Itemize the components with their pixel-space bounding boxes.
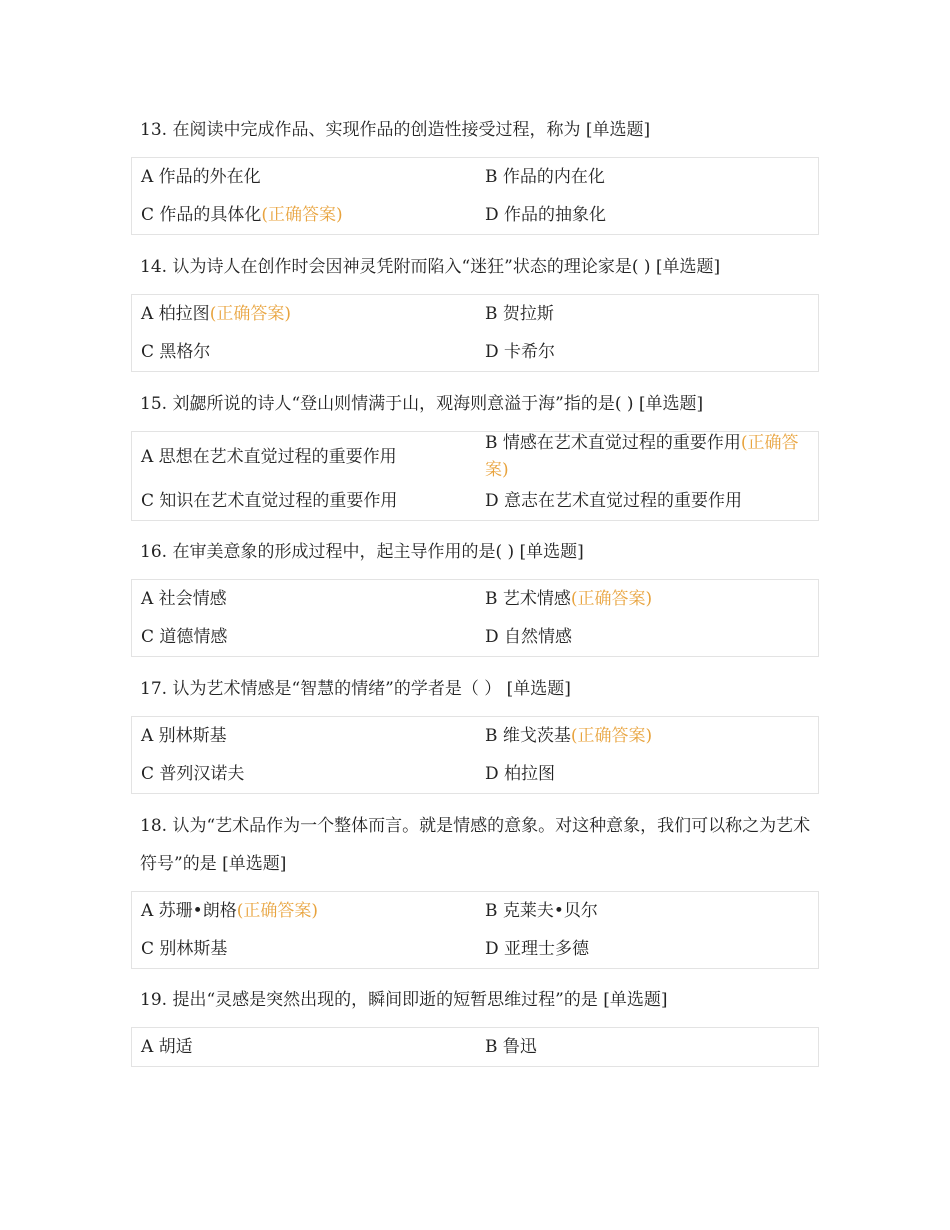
correct-answer-tag: (正确答案) — [570, 725, 653, 746]
question-17 — [131, 670, 819, 794]
option-c — [132, 333, 476, 371]
option-b — [476, 295, 820, 333]
option-a — [132, 580, 476, 618]
option-text: D 作品的抽象化 — [485, 204, 607, 225]
question-15 — [131, 385, 819, 521]
correct-answer-tag: (正确答案) — [261, 204, 343, 225]
option-text: C 知识在艺术直觉过程的重要作用 — [141, 490, 398, 511]
option-d — [476, 482, 820, 520]
option-text: A 社会情感 — [141, 588, 227, 609]
question-stem: 14. 认为诗人在创作时会因神灵凭附而陷入“迷狂”状态的理论家是( ) [单选题] — [140, 257, 721, 277]
option-text: C 作品的具体化 — [141, 204, 262, 225]
option-c — [132, 618, 476, 656]
option-text: B 维戈茨基 — [485, 725, 571, 746]
correct-answer-tag: (正确答案) — [236, 900, 318, 921]
option-text: A 思想在艺术直觉过程的重要作用 — [141, 446, 397, 467]
option-d — [476, 618, 820, 656]
option-c — [132, 755, 476, 793]
option-text: B 情感在艺术直觉过程的重要作用 — [485, 433, 741, 453]
question-stem: 13. 在阅读中完成作品、实现作品的创造性接受过程，称为 [单选题] — [140, 120, 651, 140]
option-text: C 道德情感 — [141, 626, 228, 647]
question-16 — [131, 533, 819, 657]
option-text: C 别林斯基 — [141, 938, 228, 959]
option-d — [476, 930, 820, 968]
option-text: A 胡适 — [141, 1036, 193, 1057]
options-table — [131, 716, 819, 794]
option-c — [132, 930, 476, 968]
options-table — [131, 157, 819, 235]
question-stem: 17. 认为艺术情感是“智慧的情绪”的学者是（ ） [单选题] — [140, 679, 571, 699]
option-text: D 柏拉图 — [485, 763, 556, 784]
question-13 — [131, 111, 819, 235]
option-text: A 柏拉图 — [141, 303, 210, 324]
option-a — [132, 1028, 476, 1066]
correct-answer-tag: (正确答案) — [570, 588, 653, 609]
option-text: B 作品的内在化 — [485, 166, 605, 187]
option-b — [476, 717, 820, 755]
option-a — [132, 158, 476, 196]
option-text: A 作品的外在化 — [141, 166, 261, 187]
option-text: A 苏珊•朗格 — [141, 900, 237, 921]
correct-answer-tag: (正确答案) — [485, 433, 799, 480]
option-text: B 贺拉斯 — [485, 303, 554, 324]
option-a — [132, 432, 476, 482]
option-text: C 黑格尔 — [141, 341, 211, 362]
option-text: C 普列汉诺夫 — [141, 763, 245, 784]
option-b — [476, 1028, 820, 1066]
question-stem: 19. 提出“灵感是突然出现的，瞬间即逝的短暂思维过程”的是 [单选题] — [140, 990, 668, 1010]
option-a — [132, 295, 476, 333]
options-table — [131, 294, 819, 372]
options-table — [131, 431, 819, 521]
option-text: B 克莱夫•贝尔 — [485, 900, 598, 921]
question-14 — [131, 248, 819, 372]
option-a — [132, 892, 476, 930]
correct-answer-tag: (正确答案) — [209, 303, 291, 324]
option-text: D 自然情感 — [485, 626, 573, 647]
option-d — [476, 196, 820, 234]
option-text: D 卡希尔 — [485, 341, 556, 362]
option-d — [476, 755, 820, 793]
option-b — [476, 892, 820, 930]
question-stem: 16. 在审美意象的形成过程中，起主导作用的是( ) [单选题] — [140, 542, 584, 562]
option-text: A 别林斯基 — [141, 725, 227, 746]
question-18 — [131, 807, 819, 969]
option-text: D 亚理士多德 — [485, 938, 590, 959]
question-stem: 15. 刘勰所说的诗人“登山则情满于山，观海则意溢于海”指的是( ) [单选题] — [140, 394, 704, 414]
option-text: D 意志在艺术直觉过程的重要作用 — [485, 490, 743, 511]
option-text: B 艺术情感 — [485, 588, 571, 609]
option-b — [476, 158, 820, 196]
option-a — [132, 717, 476, 755]
options-table — [131, 1027, 819, 1067]
option-c — [132, 196, 476, 234]
option-b — [476, 580, 820, 618]
options-table — [131, 891, 819, 969]
option-b — [476, 432, 820, 482]
question-stem: 18. 认为“艺术品作为一个整体而言。就是情感的意象。对这种意象，我们可以称之为艺术符号”的是 [单选题] — [140, 816, 811, 874]
option-c — [132, 482, 476, 520]
option-d — [476, 333, 820, 371]
options-table — [131, 579, 819, 657]
question-19 — [131, 981, 819, 1067]
option-text: B 鲁迅 — [485, 1036, 537, 1057]
